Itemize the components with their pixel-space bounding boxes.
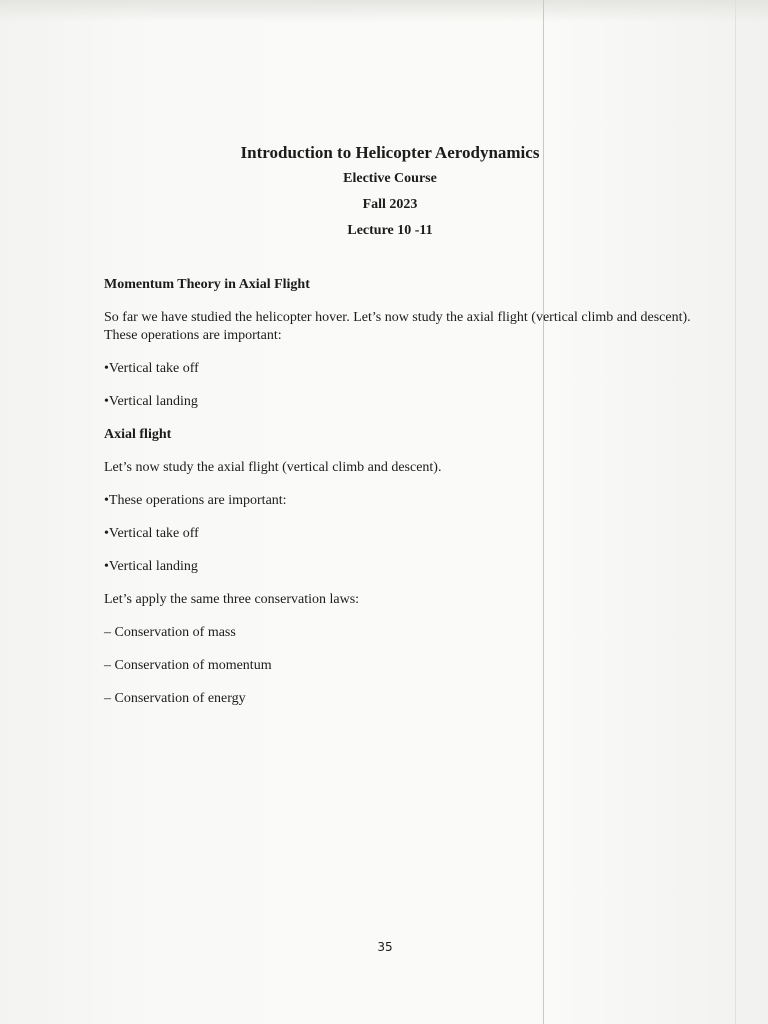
document-body [104, 276, 694, 723]
law-item: – Conservation of mass [104, 625, 236, 640]
course-term: Fall 2023 [362, 197, 418, 212]
axial-bullet: •Vertical landing [104, 559, 198, 574]
section-heading: Momentum Theory in Axial Flight [104, 277, 310, 292]
intro-bullet: •Vertical landing [104, 394, 198, 409]
law-item: – Conservation of momentum [104, 658, 272, 673]
laws-intro: Let’s apply the same three conservation laws: [104, 592, 360, 607]
document-header [0, 140, 768, 244]
axial-bullet: •Vertical take off [104, 526, 199, 541]
scan-top-shadow [0, 0, 768, 22]
course-type: Elective Course [343, 171, 437, 186]
subsection-heading: Axial flight [104, 427, 172, 442]
axial-bullet: •These operations are important: [104, 493, 287, 508]
intro-bullet: •Vertical take off [104, 361, 199, 376]
axial-paragraph: Let’s now study the axial flight (vertical climb and descent). [104, 460, 442, 475]
intro-paragraph: So far we have studied the helicopter hover. Let’s now study the axial flight (vertical climb and descent). These operations are important: [104, 310, 691, 343]
lecture-number: Lecture 10 -11 [347, 223, 433, 238]
page-number: 35 [377, 940, 393, 954]
document-title: Introduction to Helicopter Aerodynamics [240, 143, 540, 162]
law-item: – Conservation of energy [104, 691, 246, 706]
